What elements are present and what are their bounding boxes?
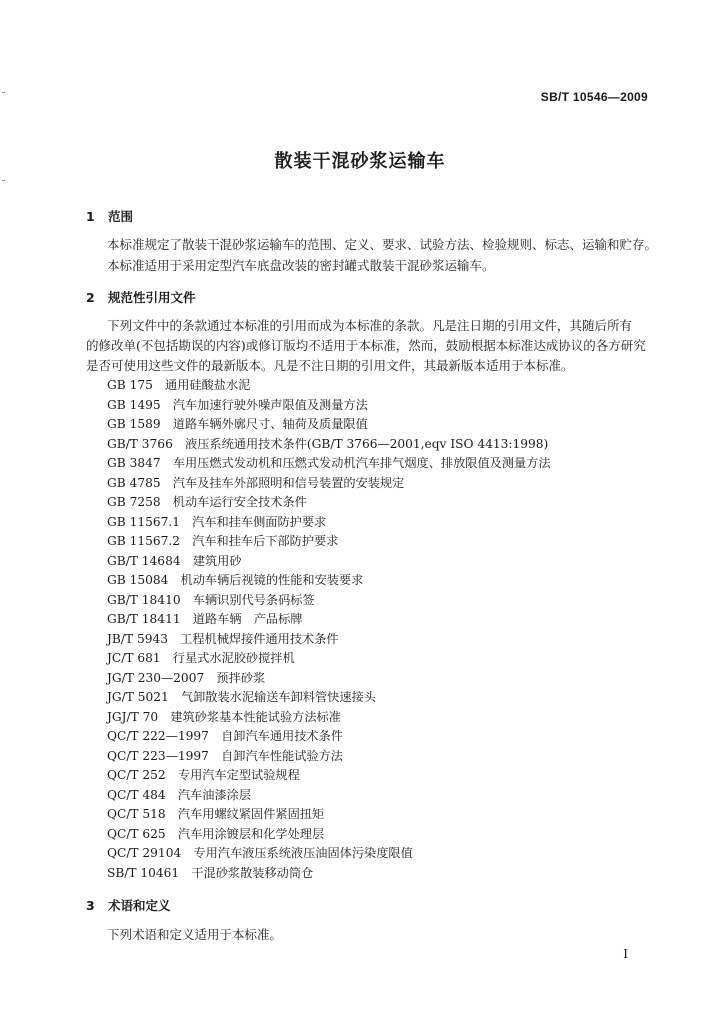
reference-title: 车辆识别代号条码标签 [192, 592, 315, 607]
reference-code: QC/T 222—1997 [107, 729, 209, 743]
reference-item [107, 727, 343, 744]
reference-code: GB/T 3766 [107, 436, 173, 451]
reference-item [107, 688, 376, 705]
reference-item [107, 454, 551, 471]
document-title: 散装干混砂浆运输车 [274, 151, 446, 172]
reference-item [107, 591, 315, 608]
reference-code: QC/T 625 [107, 826, 166, 841]
reference-item [107, 552, 242, 569]
reference-code: JG/T 230—2007 [107, 670, 205, 685]
section-3-heading [86, 896, 171, 914]
reference-title: 汽车用涂镀层和化学处理层 [177, 826, 325, 841]
reference-code: GB 11567.2 [107, 534, 180, 548]
page-number: I [623, 947, 628, 961]
section-1-heading [86, 207, 133, 225]
reference-title: 干混砂浆散装移动筒仓 [191, 865, 314, 880]
paragraph: 本标准适用于采用定型汽车底盘改装的密封罐式散装干混砂浆运输车。 [107, 258, 495, 273]
reference-code: GB 4785 [107, 475, 161, 490]
reference-code: GB 11567.1 [107, 514, 180, 529]
reference-title: 自卸汽车通用技术条件 [221, 729, 343, 743]
reference-item [107, 474, 404, 491]
reference-item [107, 747, 343, 764]
reference-title: 专用汽车液压系统液压油固体污染度限值 [193, 846, 413, 860]
paragraph: 本标准规定了散装干混砂浆运输车的范围、定义、要求、试验方法、检验规则、标志、运输和贮存。 [107, 237, 658, 252]
reference-item [107, 415, 368, 432]
reference-item [107, 649, 295, 666]
reference-item [107, 864, 313, 881]
reference-title: 通用硅酸盐水泥 [165, 378, 251, 392]
reference-code: GB/T 18411 [107, 612, 181, 626]
reference-code: QC/T 223—1997 [107, 748, 209, 763]
reference-title: 气卸散装水泥输送车卸料管快速接头 [180, 690, 376, 704]
reference-code: QC/T 518 [107, 807, 166, 821]
reference-item [107, 571, 363, 588]
reference-code: GB 1589 [107, 417, 161, 431]
reference-code: GB 15084 [107, 573, 169, 587]
reference-item [107, 396, 368, 413]
reference-title: 机动车辆后视镜的性能和安装要求 [180, 573, 364, 587]
reference-item [107, 513, 326, 530]
reference-code: GB 3847 [107, 456, 161, 470]
section-number: 3 [86, 898, 95, 913]
reference-code: JB/T 5943 [107, 631, 168, 646]
reference-code: JGJ/T 70 [107, 709, 159, 724]
reference-title: 汽车及挂车外部照明和信号装置的安装规定 [172, 475, 405, 490]
reference-title: 汽车加速行驶外噪声限值及测量方法 [172, 397, 368, 412]
reference-code: GB 1495 [107, 397, 161, 412]
reference-title: 汽车用螺纹紧固件紧固扭矩 [177, 807, 325, 821]
reference-item [107, 766, 300, 783]
reference-item [107, 805, 324, 822]
reference-title: 工程机械焊接件通用技术条件 [180, 631, 339, 646]
reference-item [107, 844, 413, 861]
intro-line: 的修改单(不包括勘误的内容)或修订版均不适用于本标准，然而，鼓励根据本标准达成协议的各方研究 [86, 338, 646, 353]
reference-code: JG/T 5021 [107, 690, 169, 704]
section-2-heading [86, 288, 196, 306]
reference-item [107, 825, 324, 842]
reference-title: 液压系统通用技术条件(GB/T 3766—2001,eqv ISO 4413:1998) [185, 436, 549, 451]
reference-title: 自卸汽车性能试验方法 [221, 748, 343, 763]
reference-item [107, 493, 307, 510]
reference-code: GB 7258 [107, 495, 161, 509]
reference-item [107, 669, 265, 686]
scan-edge-mark [2, 180, 5, 181]
reference-code: QC/T 252 [107, 768, 166, 782]
section-title: 术语和定义 [108, 898, 171, 913]
section-number: 2 [86, 290, 95, 305]
reference-title: 车用压燃式发动机和压燃式发动机汽车排气烟度、排放限值及测量方法 [172, 456, 551, 470]
reference-title: 道路车辆外廓尺寸、轴荷及质量限值 [172, 417, 368, 431]
reference-item [107, 435, 548, 452]
reference-title: 预拌砂浆 [216, 670, 266, 685]
section-number: 1 [86, 209, 95, 224]
section-title: 规范性引用文件 [108, 290, 196, 305]
reference-title: 机动车运行安全技术条件 [172, 495, 307, 509]
intro-line: 下列文件中的条款通过本标准的引用而成为本标准的条款。凡是注日期的引用文件，其随后所有 [107, 318, 633, 333]
reference-item [107, 630, 339, 647]
reference-item [107, 786, 251, 803]
reference-code: GB/T 14684 [107, 553, 181, 568]
reference-code: SB/T 10461 [107, 865, 180, 880]
reference-title: 专用汽车定型试验规程 [177, 768, 300, 782]
standard-number: SB/T 10546—2009 [540, 90, 648, 104]
scan-edge-mark [2, 92, 5, 93]
reference-title: 建筑用砂 [192, 553, 242, 568]
section-title: 范围 [108, 209, 134, 224]
reference-code: GB/T 18410 [107, 592, 181, 607]
reference-title: 汽车油漆涂层 [177, 787, 252, 802]
reference-title: 道路车辆 产品标牌 [192, 612, 303, 626]
reference-item [107, 532, 338, 549]
reference-code: QC/T 484 [107, 787, 166, 802]
reference-title: 汽车和挂车后下部防护要求 [192, 534, 339, 548]
reference-item [107, 610, 302, 627]
reference-item [107, 376, 250, 393]
reference-item [107, 708, 341, 725]
reference-code: JC/T 681 [107, 651, 161, 665]
reference-title: 行星式水泥胶砂搅拌机 [172, 651, 295, 665]
paragraph: 下列术语和定义适用于本标准。 [107, 927, 283, 942]
reference-code: GB 175 [107, 378, 153, 392]
intro-line: 是否可使用这些文件的最新版本。凡是不注日期的引用文件，其最新版本适用于本标准。 [86, 358, 574, 373]
reference-title: 汽车和挂车侧面防护要求 [192, 514, 327, 529]
reference-code: QC/T 29104 [107, 846, 182, 860]
reference-title: 建筑砂浆基本性能试验方法标准 [170, 709, 341, 724]
